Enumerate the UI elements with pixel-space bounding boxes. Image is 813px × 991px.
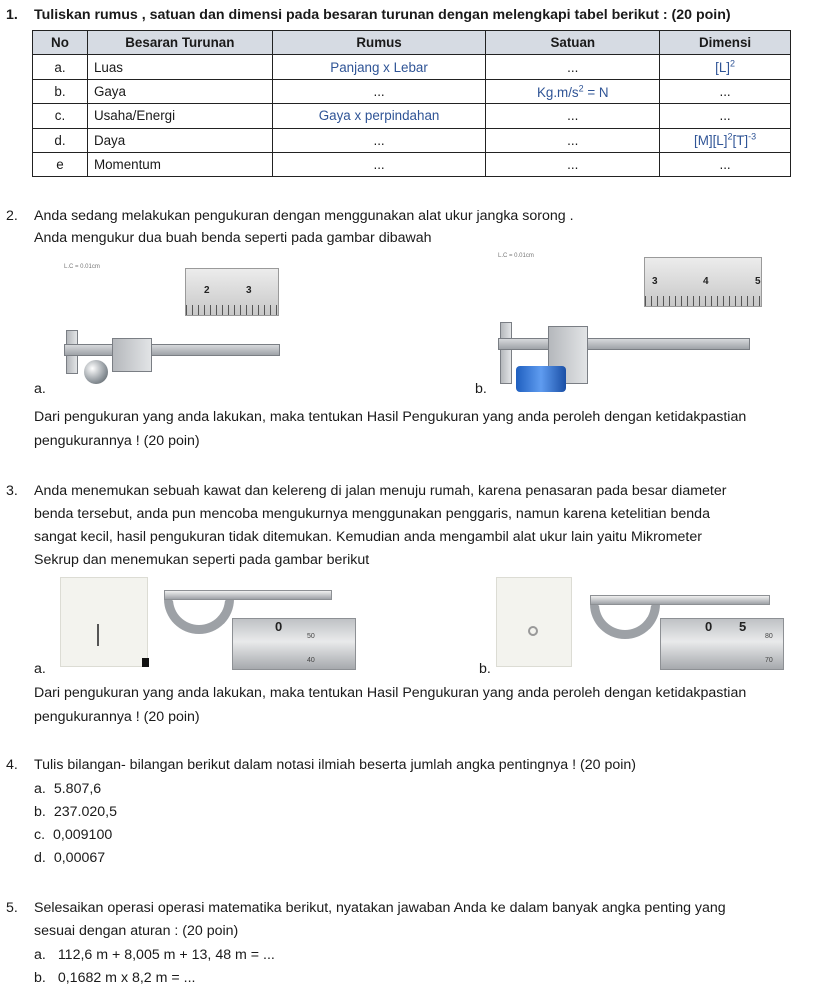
q3-line1: Anda menemukan sebuah kawat dan kelereng di jalan menuju rumah, karena penasaran pada besar diameter [34, 483, 727, 499]
list-item [34, 780, 101, 798]
sleeve-number: 5 [739, 619, 747, 634]
scale-number: 3 [652, 276, 658, 287]
row-besaran: Luas [87, 55, 272, 79]
row-besaran: Momentum [87, 152, 272, 176]
row-dimensi: ... [660, 152, 791, 176]
simulator-panel [496, 577, 572, 667]
panel-knob [528, 626, 538, 636]
q2-line3: Dari pengukuran yang anda lakukan, maka tentukan Hasil Pengukuran yang anda peroleh dengan ketidakpastian [34, 409, 747, 425]
row-besaran: Gaya [87, 79, 272, 103]
table-row [33, 152, 791, 176]
list-item [34, 969, 195, 987]
row-rumus: ... [272, 79, 486, 103]
table-header: Rumus [272, 31, 486, 55]
list-item [34, 826, 112, 844]
row-besaran: Daya [87, 128, 272, 152]
q3-line5: Dari pengukuran yang anda lakukan, maka tentukan Hasil Pengukuran yang anda peroleh dengan ketidakpastian [34, 685, 747, 701]
row-satuan: ... [486, 104, 660, 128]
table-header: Satuan [486, 31, 660, 55]
item-value: 0,009100 [53, 827, 113, 843]
table-row [33, 79, 791, 103]
vernier-zoom-scale [185, 268, 279, 316]
figure-label-a: a. [34, 661, 46, 677]
scale-ticks [186, 305, 278, 315]
row-satuan: ... [486, 128, 660, 152]
q5-line2: sesuai dengan aturan : (20 poin) [34, 923, 239, 939]
table-row [33, 104, 791, 128]
micrometer-spindle [164, 590, 332, 600]
row-dimensi: ... [660, 104, 791, 128]
item-value: 5.807,6 [53, 781, 102, 797]
dimensi-text: $[L]^2$ [715, 58, 736, 76]
table-header: No [33, 31, 88, 55]
blue-cylinder [516, 366, 566, 392]
caliper-main-scale [64, 344, 280, 356]
row-satuan: ... [486, 152, 660, 176]
q3-line6: pengukurannya ! (20 poin) [34, 709, 200, 725]
q3-number: 3. [6, 483, 18, 499]
caliper-main-scale [498, 338, 750, 350]
dimensi-text: $[M][L]^2[T]^{-3}$ [693, 132, 757, 149]
q2-line2: Anda mengukur dua buah benda seperti pada gambar dibawah [34, 230, 432, 246]
table-header: Besaran Turunan [87, 31, 272, 55]
row-rumus: Panjang x Lebar [272, 55, 486, 79]
micrometer-spindle [590, 595, 770, 605]
list-item [34, 803, 117, 821]
q2-line1: Anda sedang melakukan pengukuran dengan menggunakan alat ukur jangka sorong . [34, 208, 574, 224]
figure-label-b: b. [475, 381, 487, 397]
q1-number: 1. [6, 7, 18, 23]
table-header: Dimensi [660, 31, 791, 55]
list-item [34, 849, 105, 867]
row-no: c. [33, 104, 88, 128]
sleeve-number: 0 [705, 619, 713, 634]
item-value: 112,6 m + 8,005 m + 13, 48 m = ... [57, 947, 275, 963]
satuan-text: $Kg.m/s^2 = N$ [536, 83, 609, 100]
thimble-number: 80 [765, 633, 773, 640]
caliper-jaw [500, 322, 512, 384]
q3-line2: benda tersebut, anda pun mencoba mengukurnya menggunakan penggaris, namun karena ketelitian benda [34, 506, 710, 522]
scale-number: 5 [755, 276, 761, 287]
table-row [33, 128, 791, 152]
row-rumus: Gaya x perpindahan [272, 104, 486, 128]
scale-number: 2 [204, 285, 210, 296]
item-label: b. [34, 804, 46, 820]
panel-indicator [97, 624, 99, 646]
item-value: 237.020,5 [53, 804, 117, 820]
caliper-vernier [112, 338, 152, 372]
vernier-zoom-scale [644, 257, 762, 307]
row-rumus: ... [272, 128, 486, 152]
scale-number: 4 [703, 276, 709, 287]
micrometer-thimble [232, 618, 356, 670]
row-dimensi [660, 55, 791, 79]
row-no: d. [33, 128, 88, 152]
q1-table [32, 30, 791, 177]
simulator-panel [60, 577, 148, 667]
least-count-label: L.C = 0.01cm [64, 264, 100, 270]
row-dimensi: ... [660, 79, 791, 103]
q2-number: 2. [6, 208, 18, 224]
figure-label-a: a. [34, 381, 46, 397]
row-satuan [486, 79, 660, 103]
table-row [33, 55, 791, 79]
list-item [34, 946, 275, 964]
sleeve-number: 0 [275, 619, 283, 634]
row-rumus: ... [272, 152, 486, 176]
thimble-number: 40 [307, 657, 315, 664]
item-value: 0,1682 m x 8,2 m = ... [57, 970, 196, 986]
scale-ticks [645, 296, 761, 306]
item-value: 0,00067 [53, 850, 106, 866]
thimble-number: 70 [765, 657, 773, 664]
micrometer-thimble [660, 618, 784, 670]
row-no: e [33, 152, 88, 176]
q3-line4: Sekrup dan menemukan seperti pada gambar berikut [34, 552, 370, 568]
q5-number: 5. [6, 900, 18, 916]
panel-mark [142, 658, 149, 667]
least-count-label: L.C = 0.01cm [498, 253, 534, 259]
row-no: b. [33, 79, 88, 103]
row-no: a. [33, 55, 88, 79]
q2-line4: pengukurannya ! (20 poin) [34, 433, 200, 449]
marble-ball [84, 360, 108, 384]
scale-number: 3 [246, 285, 252, 296]
figure-label-b: b. [479, 661, 491, 677]
q4-number: 4. [6, 757, 18, 773]
item-label: d. [34, 850, 46, 866]
q1-text: Tuliskan rumus , satuan dan dimensi pada besaran turunan dengan melengkapi tabel berikut : (20 poin) [34, 7, 731, 23]
q5-line1: Selesaikan operasi operasi matematika berikut, nyatakan jawaban Anda ke dalam banyak angka penting yang [34, 900, 726, 916]
item-label: a. [34, 781, 46, 797]
row-dimensi [660, 128, 791, 152]
table-header-row [33, 31, 791, 55]
item-label: a. [34, 947, 46, 963]
q3-line3: sangat kecil, hasil pengukuran tidak ditemukan. Kemudian anda mengambil alat ukur lain yaitu Mikrometer [34, 529, 702, 545]
row-besaran: Usaha/Energi [87, 104, 272, 128]
row-satuan: ... [486, 55, 660, 79]
q4-text: Tulis bilangan- bilangan berikut dalam notasi ilmiah beserta jumlah angka pentingnya ! (20 poin) [34, 757, 637, 773]
item-label: b. [34, 970, 46, 986]
item-label: c. [34, 827, 46, 843]
thimble-number: 50 [307, 633, 315, 640]
